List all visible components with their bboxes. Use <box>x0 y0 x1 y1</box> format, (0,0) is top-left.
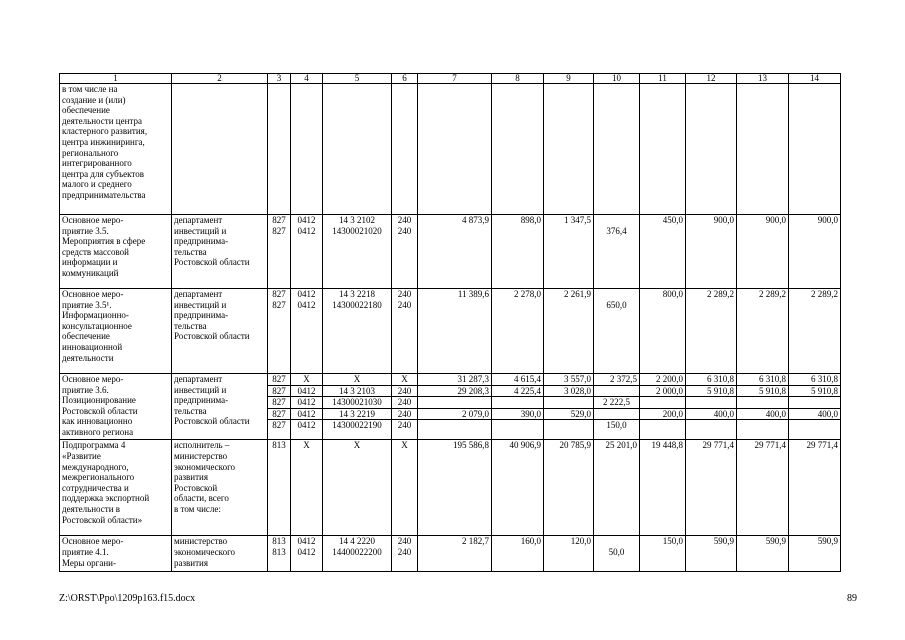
amount-year: 590,9 <box>737 536 789 572</box>
amount-year: 2 200,0 <box>640 374 686 386</box>
grbs-code: 813 813 <box>268 536 291 572</box>
row-title: в том числе на создание и (или) обеспечение деятельности центра кластерного развития, центра инжиниринга, регионального интегрированного центра для субъектов малого и среднего предпринимательства <box>60 84 172 215</box>
col-number: 3 <box>268 74 291 84</box>
amount-year: 5 910,8 <box>789 385 841 397</box>
amount-year: 150,0 <box>594 420 640 440</box>
col-number: 5 <box>323 74 392 84</box>
vr-code: 240 <box>392 397 418 409</box>
executor-cell: департамент инвестиций и предпринима- тельства Ростовской области <box>172 289 268 374</box>
table-row <box>60 374 841 386</box>
table-row <box>60 215 841 289</box>
amount-total: 195 586,8 <box>418 440 492 536</box>
row-title: Основное меро- приятие 4.1. Меры органи- <box>60 536 172 572</box>
csr-code: 14 3 2103 <box>323 385 392 397</box>
col-number: 8 <box>492 74 544 84</box>
amount-year <box>686 420 737 440</box>
amount-year: 2 000,0 <box>640 385 686 397</box>
program-financing-table <box>59 73 841 572</box>
amount-total: 2 182,7 <box>418 536 492 572</box>
amount-year: 2 289,2 <box>737 289 789 374</box>
amount-year: 5 910,8 <box>686 385 737 397</box>
amount-total <box>418 397 492 409</box>
amount-year <box>789 397 841 409</box>
amount-year: 400,0 <box>686 408 737 420</box>
table-row <box>60 289 841 374</box>
executor-cell: исполнитель – министерство экономического развития Ростовской области, всего в том числе: <box>172 440 268 536</box>
vr-code: 240 <box>392 385 418 397</box>
amount-year: 120,0 <box>544 536 594 572</box>
grbs-code: 827 <box>268 408 291 420</box>
amount-total: 4 873,9 <box>418 215 492 289</box>
csr-code: 14300022190 <box>323 420 392 440</box>
rzpr-code: 0412 0412 <box>291 289 323 374</box>
amount-year: 6 310,8 <box>686 374 737 386</box>
rzpr-code: 0412 0412 <box>291 536 323 572</box>
row-title: Основное меро- приятие 3.6. Позиционирование Ростовской области как инновационно активного региона <box>60 374 172 440</box>
amount-year <box>594 408 640 420</box>
amount-year: 1 347,5 <box>544 215 594 289</box>
amount-total: 29 208,3 <box>418 385 492 397</box>
col-number: 14 <box>789 74 841 84</box>
amount-year: 3 028,0 <box>544 385 594 397</box>
amount-year: 6 310,8 <box>789 374 841 386</box>
col-number: 4 <box>291 74 323 84</box>
page-number: 89 <box>847 593 857 604</box>
rzpr-code: 0412 <box>291 385 323 397</box>
csr-code: 14 3 2218 14300022180 <box>323 289 392 374</box>
amount-year: 590,9 <box>789 536 841 572</box>
csr-code: Х <box>323 440 392 536</box>
table-row <box>60 440 841 536</box>
amount-year <box>789 420 841 440</box>
amount-year: 2 261,9 <box>544 289 594 374</box>
col-number: 12 <box>686 74 737 84</box>
amount-year: 5 910,8 <box>737 385 789 397</box>
amount-year: 40 906,9 <box>492 440 544 536</box>
csr-code: Х <box>323 374 392 386</box>
col-number: 1 <box>60 74 172 84</box>
amount-year <box>686 397 737 409</box>
amount-year: 900,0 <box>737 215 789 289</box>
amount-year: 400,0 <box>789 408 841 420</box>
amount-year <box>492 397 544 409</box>
amount-total: 11 389,6 <box>418 289 492 374</box>
executor-cell: министерство экономического развития <box>172 536 268 572</box>
amount-year: 4 225,4 <box>492 385 544 397</box>
rzpr-code: 0412 <box>291 397 323 409</box>
col-number: 13 <box>737 74 789 84</box>
amount-year: 2 222,5 <box>594 397 640 409</box>
amount-year: 3 557,0 <box>544 374 594 386</box>
col-number: 6 <box>392 74 418 84</box>
grbs-code: 827 <box>268 374 291 386</box>
amount-year: 160,0 <box>492 536 544 572</box>
rzpr-code: 0412 <box>291 420 323 440</box>
amount-year: 2 372,5 <box>594 374 640 386</box>
amount-year: 25 201,0 <box>594 440 640 536</box>
amount-year: 29 771,4 <box>686 440 737 536</box>
vr-code: 240 240 <box>392 289 418 374</box>
amount-year: 376,4 <box>594 215 640 289</box>
amount-year <box>492 420 544 440</box>
amount-year: 6 310,8 <box>737 374 789 386</box>
column-number-row <box>60 74 841 84</box>
amount-year: 150,0 <box>640 536 686 572</box>
csr-code: 14 3 2102 14300021020 <box>323 215 392 289</box>
amount-year <box>640 397 686 409</box>
row-title: Основное меро- приятие 3.5¹. Информационно- консультационное обеспечение инновационной деятельности <box>60 289 172 374</box>
rzpr-code: 0412 <box>291 408 323 420</box>
col-number: 10 <box>594 74 640 84</box>
amount-year: 29 771,4 <box>737 440 789 536</box>
row-title: Подпрограмма 4 «Развитие международного, межрегионального сотрудничества и поддержка экспортной деятельности в Ростовской области» <box>60 440 172 536</box>
amount-year: 900,0 <box>686 215 737 289</box>
grbs-code: 827 827 <box>268 215 291 289</box>
amount-year: 400,0 <box>737 408 789 420</box>
row-title: Основное меро- приятие 3.5. Мероприятия в сфере средств массовой информации и коммуникаций <box>60 215 172 289</box>
vr-code: Х <box>392 440 418 536</box>
grbs-code: 827 <box>268 397 291 409</box>
amount-year: 900,0 <box>789 215 841 289</box>
program-table-sheet <box>59 73 841 572</box>
executor-cell: департамент инвестиций и предпринима- тельства Ростовской области <box>172 374 268 440</box>
amount-year <box>737 397 789 409</box>
amount-year: 2 289,2 <box>789 289 841 374</box>
vr-code: 240 240 <box>392 536 418 572</box>
amount-year: 29 771,4 <box>789 440 841 536</box>
amount-year: 898,0 <box>492 215 544 289</box>
amount-year: 19 448,8 <box>640 440 686 536</box>
amount-year <box>640 420 686 440</box>
grbs-code: 827 827 <box>268 289 291 374</box>
footer-file-path: Z:\ORST\Ppo\1209p163.f15.docx <box>59 593 196 604</box>
vr-code: Х <box>392 374 418 386</box>
csr-code: 14300021030 <box>323 397 392 409</box>
amount-year: 590,9 <box>686 536 737 572</box>
amount-year <box>544 397 594 409</box>
amount-total <box>418 420 492 440</box>
amount-year: 20 785,9 <box>544 440 594 536</box>
amount-year: 200,0 <box>640 408 686 420</box>
csr-code: 14 3 2219 <box>323 408 392 420</box>
col-number: 9 <box>544 74 594 84</box>
vr-code: 240 240 <box>392 215 418 289</box>
amount-year: 800,0 <box>640 289 686 374</box>
amount-year: 390,0 <box>492 408 544 420</box>
grbs-code: 827 <box>268 420 291 440</box>
col-number: 7 <box>418 74 492 84</box>
amount-year: 4 615,4 <box>492 374 544 386</box>
vr-code: 240 <box>392 420 418 440</box>
col-number: 2 <box>172 74 268 84</box>
rzpr-code: 0412 0412 <box>291 215 323 289</box>
amount-year: 2 278,0 <box>492 289 544 374</box>
amount-year <box>594 385 640 397</box>
amount-year <box>544 420 594 440</box>
amount-year: 529,0 <box>544 408 594 420</box>
rzpr-code: Х <box>291 440 323 536</box>
executor-cell: департамент инвестиций и предпринима- тельства Ростовской области <box>172 215 268 289</box>
amount-year <box>737 420 789 440</box>
grbs-code: 827 <box>268 385 291 397</box>
amount-total: 2 079,0 <box>418 408 492 420</box>
table-row <box>60 536 841 572</box>
amount-year: 450,0 <box>640 215 686 289</box>
amount-year: 650,0 <box>594 289 640 374</box>
col-number: 11 <box>640 74 686 84</box>
vr-code: 240 <box>392 408 418 420</box>
amount-year: 2 289,2 <box>686 289 737 374</box>
amount-year: 50,0 <box>594 536 640 572</box>
rzpr-code: Х <box>291 374 323 386</box>
csr-code: 14 4 2220 14400022200 <box>323 536 392 572</box>
grbs-code: 813 <box>268 440 291 536</box>
table-row <box>60 84 841 215</box>
amount-total: 31 287,3 <box>418 374 492 386</box>
